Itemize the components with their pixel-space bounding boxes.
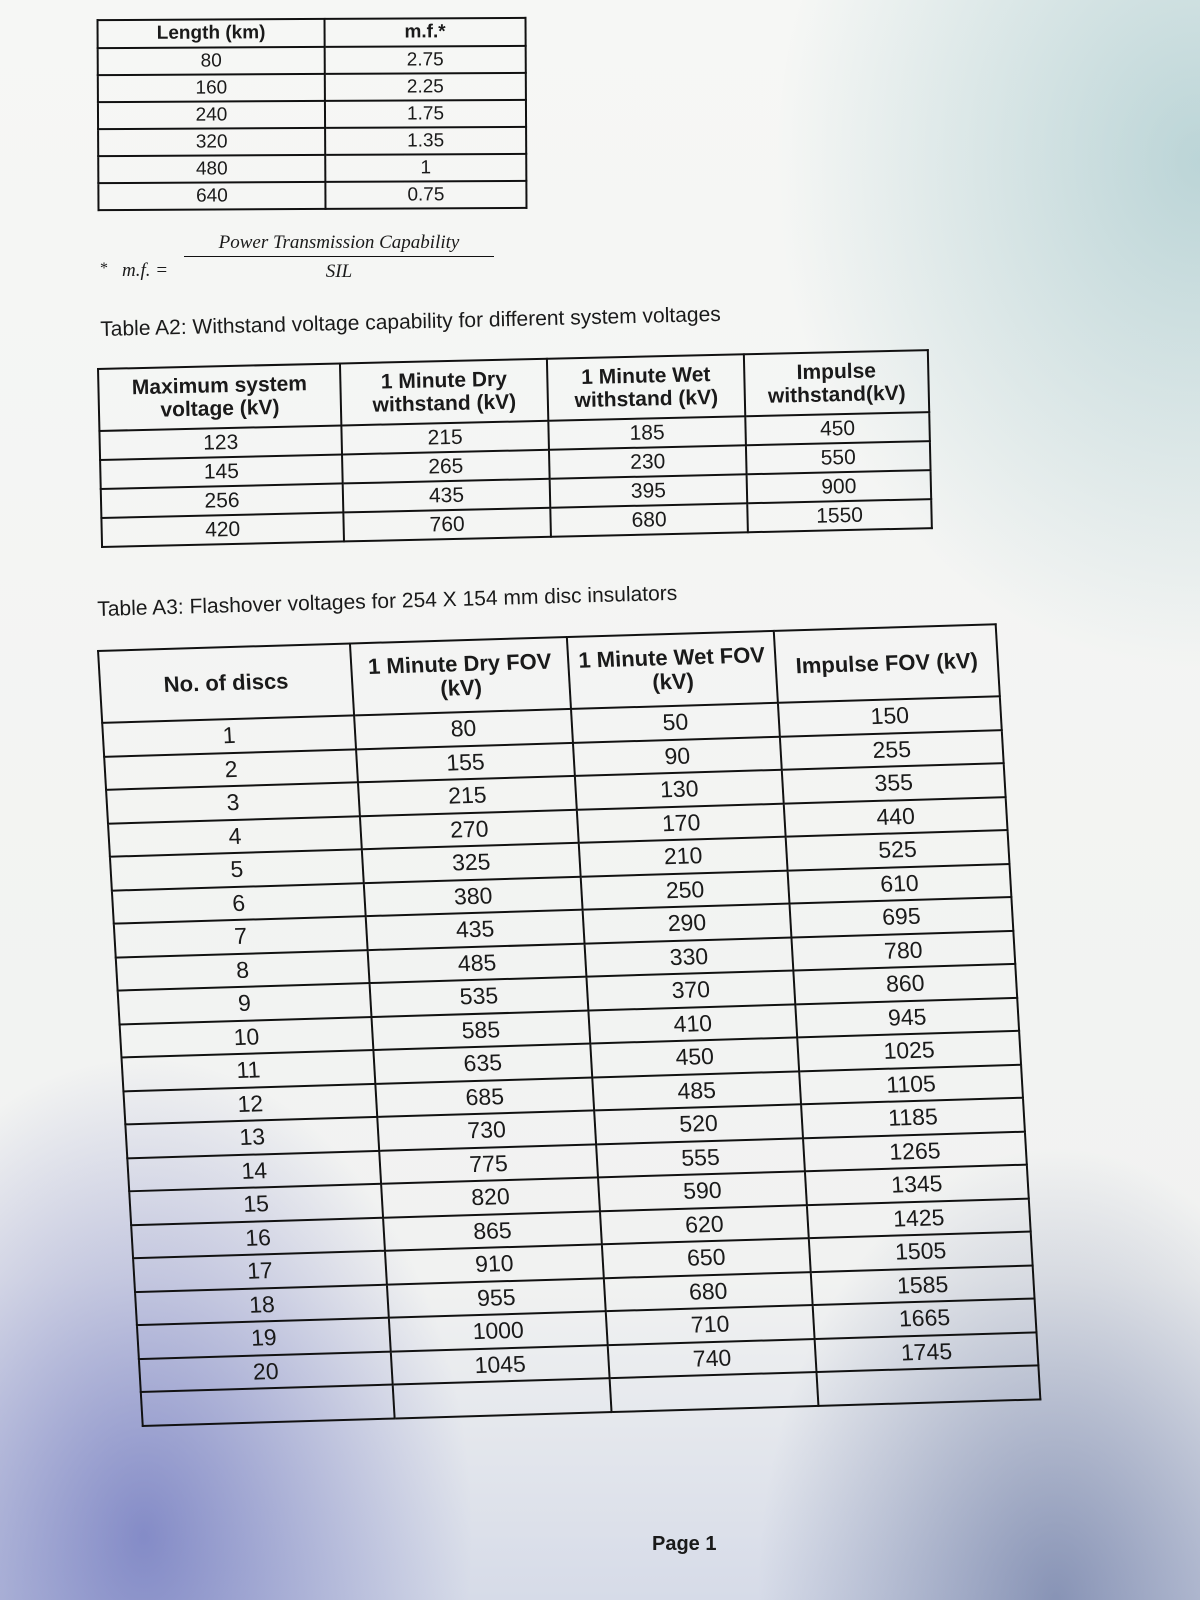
- table-cell: [610, 1372, 819, 1412]
- table-cell: 380: [364, 876, 583, 916]
- table-cell: 1105: [799, 1064, 1023, 1104]
- table-cell: 710: [606, 1305, 815, 1345]
- table-cell: 695: [789, 897, 1013, 937]
- table-cell: 160: [98, 74, 325, 102]
- column-header-max-system-voltage: Maximum system voltage (kV): [98, 363, 341, 430]
- table-row: [98, 154, 526, 183]
- table-cell: 270: [360, 809, 579, 849]
- table-cell: [141, 1385, 395, 1426]
- page-number: Page 1: [652, 1533, 717, 1555]
- table-cell: 435: [343, 479, 551, 513]
- table-cell: 6: [112, 883, 366, 924]
- table-cell: 480: [98, 155, 325, 183]
- table-cell: 820: [381, 1177, 600, 1217]
- table-a2-caption: Table A2: Withstand voltage capability for different system voltages: [100, 302, 721, 341]
- table-cell: 215: [341, 421, 549, 455]
- table-cell: 1185: [801, 1098, 1025, 1138]
- table-cell: 1265: [803, 1131, 1027, 1171]
- table-cell: 155: [356, 742, 575, 782]
- table-cell: 1665: [813, 1298, 1037, 1338]
- table-cell: 9: [118, 983, 372, 1024]
- table-cell: 585: [371, 1010, 590, 1050]
- table-cell: 14: [127, 1150, 381, 1191]
- table-cell: 1550: [747, 499, 932, 532]
- table-cell: 5: [110, 849, 364, 890]
- table-cell: 250: [581, 870, 790, 910]
- table-cell: 265: [342, 450, 550, 484]
- table-cell: 1345: [805, 1165, 1029, 1205]
- formula-lhs: m.f. =: [122, 260, 169, 281]
- table-cell: 10: [120, 1017, 374, 1058]
- footnote-star: *: [100, 260, 108, 277]
- column-header-no-of-discs: No. of discs: [98, 643, 354, 722]
- table-cell: 370: [586, 970, 795, 1010]
- table-a3-caption: Table A3: Flashover voltages for 254 X 154 mm disc insulators: [97, 581, 678, 621]
- column-header-wet-withstand: 1 Minute Wet withstand (kV): [547, 354, 745, 420]
- table-cell: 290: [583, 904, 792, 944]
- table-cell: 680: [550, 503, 748, 536]
- table-cell: 325: [362, 843, 581, 883]
- table-cell: 740: [608, 1339, 817, 1379]
- table-cell: 640: [98, 182, 325, 210]
- table-cell: 865: [383, 1211, 602, 1251]
- table-cell: 535: [370, 977, 589, 1017]
- table-header-row: [98, 18, 526, 48]
- table-cell: 760: [343, 508, 551, 542]
- table-cell: 11: [121, 1050, 375, 1091]
- table-a1-body: [98, 46, 527, 210]
- table-cell: 17: [133, 1251, 387, 1292]
- table-cell: 1745: [815, 1332, 1039, 1372]
- table-cell: 900: [747, 470, 932, 503]
- table-row: [98, 73, 526, 102]
- table-cell: 780: [791, 930, 1015, 970]
- table-cell: 185: [548, 416, 746, 449]
- table-cell: 650: [602, 1238, 811, 1278]
- table-cell: 1.35: [325, 127, 526, 155]
- formula-fraction: [184, 232, 494, 283]
- table-cell: 550: [746, 441, 931, 474]
- table-cell: 3: [106, 782, 360, 823]
- table-a3-flashover-voltages: [97, 623, 1041, 1426]
- formula-numerator: Power Transmission Capability: [184, 232, 494, 257]
- table-cell: 2.75: [325, 46, 526, 74]
- table-cell: 860: [793, 964, 1017, 1004]
- table-row: [98, 46, 526, 75]
- table-a1-length-mf: [97, 17, 528, 211]
- table-cell: 0.75: [325, 181, 526, 209]
- table-cell: 123: [99, 425, 342, 459]
- column-header-impulse-fov: Impulse FOV (kV): [774, 624, 1000, 702]
- table-cell: 635: [373, 1044, 592, 1084]
- table-cell: 590: [598, 1171, 807, 1211]
- table-cell: 90: [573, 736, 782, 776]
- table-cell: 945: [795, 997, 1019, 1037]
- column-header-dry-withstand: 1 Minute Dry withstand (kV): [340, 359, 548, 426]
- column-header-dry-fov: 1 Minute Dry FOV (kV): [350, 637, 571, 715]
- table-cell: 16: [131, 1217, 385, 1258]
- table-cell: 1000: [389, 1311, 608, 1351]
- table-row: [98, 181, 526, 210]
- table-cell: 680: [604, 1272, 813, 1312]
- table-cell: 145: [100, 454, 343, 488]
- table-cell: 910: [385, 1244, 604, 1284]
- table-cell: 18: [135, 1284, 389, 1325]
- table-cell: 450: [745, 412, 930, 445]
- table-a2-body: [99, 412, 931, 547]
- table-cell: 1425: [807, 1198, 1031, 1238]
- table-cell: 13: [125, 1117, 379, 1158]
- table-cell: 2: [104, 749, 358, 790]
- table-cell: 320: [98, 128, 325, 156]
- column-header-length: Length (km): [98, 19, 325, 48]
- table-cell: 395: [550, 474, 748, 507]
- table-a2-withstand-voltage: [97, 349, 933, 548]
- table-cell: 330: [585, 937, 794, 977]
- table-cell: 1025: [797, 1031, 1021, 1071]
- table-cell: 150: [778, 696, 1002, 736]
- formula-denominator: SIL: [325, 261, 353, 282]
- table-cell: 256: [101, 483, 344, 517]
- table-cell: 255: [780, 730, 1004, 770]
- table-cell: 230: [549, 445, 747, 478]
- column-header-mf: m.f.*: [325, 18, 526, 47]
- table-cell: 20: [139, 1351, 393, 1392]
- table-cell: 355: [782, 763, 1006, 803]
- table-cell: 730: [377, 1110, 596, 1150]
- table-cell: 7: [114, 916, 368, 957]
- table-cell: 610: [788, 864, 1012, 904]
- table-cell: 420: [101, 512, 344, 546]
- table-cell: 775: [379, 1144, 598, 1184]
- table-cell: 955: [387, 1278, 606, 1318]
- table-cell: 80: [98, 47, 325, 75]
- table-cell: 1: [325, 154, 526, 182]
- table-cell: 435: [366, 910, 585, 950]
- table-a3-body: [102, 696, 1040, 1425]
- table-cell: 1: [102, 715, 356, 756]
- table-cell: 170: [577, 803, 786, 843]
- table-cell: [393, 1378, 612, 1418]
- table-cell: 4: [108, 816, 362, 857]
- table-cell: 410: [588, 1004, 797, 1044]
- table-cell: 1045: [391, 1345, 610, 1385]
- table-cell: [816, 1365, 1040, 1405]
- table-cell: 620: [600, 1205, 809, 1245]
- table-cell: 685: [375, 1077, 594, 1117]
- table-cell: 19: [137, 1318, 391, 1359]
- table-cell: 8: [116, 950, 370, 991]
- table-cell: 1.75: [325, 100, 526, 128]
- table-cell: 240: [98, 101, 325, 129]
- table-cell: 525: [786, 830, 1010, 870]
- table-cell: 2.25: [325, 73, 526, 101]
- table-cell: 12: [123, 1083, 377, 1124]
- table-cell: 1585: [811, 1265, 1035, 1305]
- table-cell: 130: [575, 770, 784, 810]
- table-cell: 440: [784, 797, 1008, 837]
- table-cell: 520: [594, 1104, 803, 1144]
- table-cell: 1505: [809, 1232, 1033, 1272]
- table-cell: 215: [358, 776, 577, 816]
- table-cell: 485: [592, 1071, 801, 1111]
- table-cell: 80: [354, 709, 573, 749]
- table-cell: 50: [571, 703, 780, 743]
- table-cell: 15: [129, 1184, 383, 1225]
- column-header-wet-fov: 1 Minute Wet FOV (kV): [567, 631, 778, 709]
- table-cell: 485: [368, 943, 587, 983]
- table-cell: 555: [596, 1138, 805, 1178]
- table-row: [98, 100, 526, 129]
- table-cell: 210: [579, 837, 788, 877]
- table-row: [98, 127, 526, 156]
- table-cell: 450: [590, 1037, 799, 1077]
- column-header-impulse-withstand: Impulse withstand(kV): [744, 350, 929, 416]
